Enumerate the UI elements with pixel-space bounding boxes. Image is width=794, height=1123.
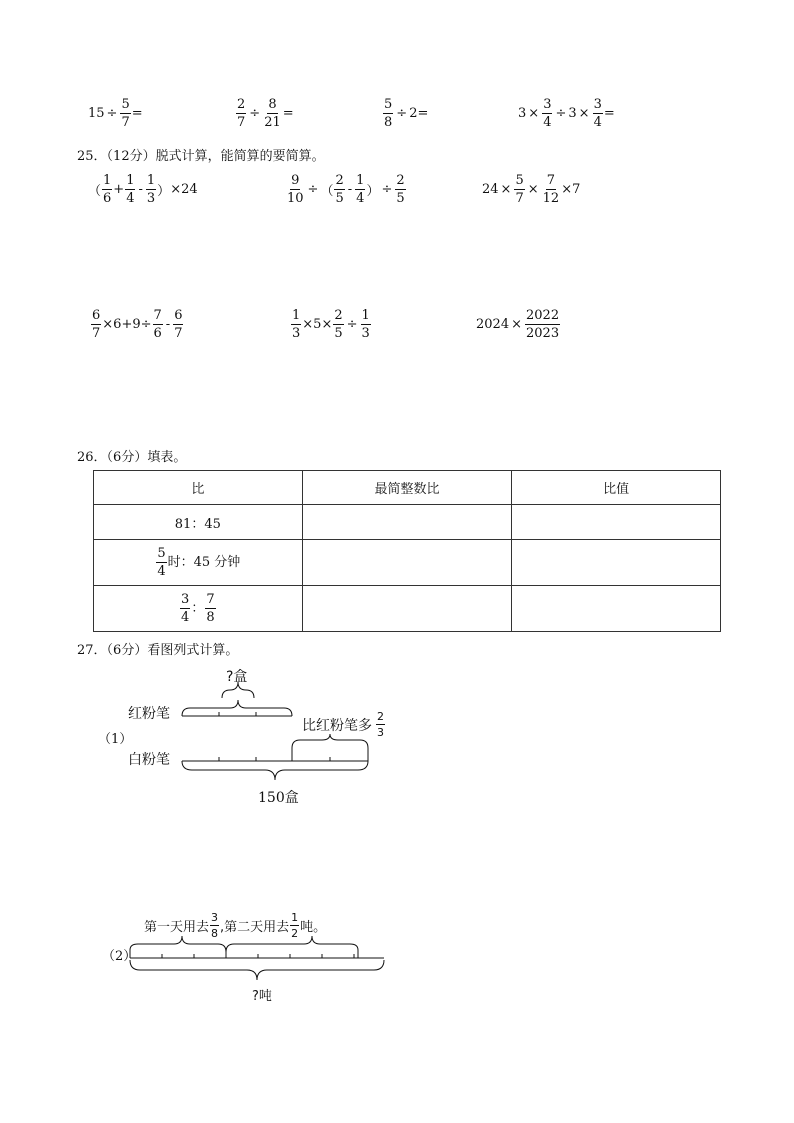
fraction: $\frac{2}{5}$ bbox=[396, 173, 405, 206]
fraction: $\frac{2}{3}$ bbox=[377, 710, 384, 739]
expr-25-1: （ $\frac{1}{6}$ + $\frac{1}{4}$ - $\frac{1}{3}$ ） ×24 bbox=[88, 173, 198, 206]
answer-cell[interactable] bbox=[512, 586, 721, 632]
fraction: $\frac{2}{5}$ bbox=[335, 173, 344, 206]
fraction: $\frac{1}{6}$ bbox=[103, 173, 112, 206]
answer-cell[interactable] bbox=[512, 505, 721, 540]
fraction: $\frac{1}{4}$ bbox=[126, 173, 135, 206]
fraction: $\frac{3}{4}$ bbox=[543, 97, 552, 130]
fraction: $\frac{8}{21}$ bbox=[264, 97, 281, 130]
fraction: $\frac{1}{3}$ bbox=[361, 308, 370, 341]
fraction: $\frac{5}{4}$ bbox=[157, 546, 166, 579]
answer-cell[interactable] bbox=[512, 540, 721, 586]
expr-2-7-div-8-21: $\frac{2}{7}$ ÷ $\frac{8}{21}$ = bbox=[237, 97, 294, 130]
expr-25-4: $\frac{6}{7}$ ×6+9÷ $\frac{7}{6}$ - $\frac{6}{7}$ bbox=[92, 308, 183, 341]
fraction: $\frac{2022}{2023}$ bbox=[526, 308, 560, 341]
ratio-cell: $\frac{3}{4}$ ： $\frac{7}{8}$ bbox=[94, 586, 303, 632]
total-brace bbox=[182, 761, 368, 780]
table-header-row bbox=[94, 471, 721, 505]
question-26-title: 26．（6分）填表。 bbox=[77, 450, 187, 465]
ratio-table bbox=[93, 470, 721, 632]
total-tons-label: ?吨 bbox=[252, 989, 272, 1004]
figure-2-caption: 第一天用去 $\frac{3}{8}$ ,第二天用去 $\frac{1}{2}$ 吨。 bbox=[144, 911, 327, 940]
fraction: $\frac{5}{8}$ bbox=[384, 97, 393, 130]
fraction: $\frac{1}{3}$ bbox=[146, 173, 156, 206]
ratio-cell: 81：45 bbox=[94, 505, 303, 540]
more-brace bbox=[292, 734, 368, 761]
total-label: 150盒 bbox=[258, 790, 299, 806]
fraction: $\frac{5}{7}$ bbox=[515, 173, 524, 206]
total-brace bbox=[130, 960, 384, 980]
question-27-title: 27．（6分）看图列式计算。 bbox=[77, 643, 239, 658]
table-row bbox=[94, 505, 721, 540]
header-ratio: 比 bbox=[94, 471, 303, 505]
fraction: $\frac{3}{4}$ bbox=[181, 592, 190, 625]
fraction: $\frac{2}{7}$ bbox=[237, 97, 246, 130]
fraction: $\frac{3}{4}$ bbox=[593, 97, 602, 130]
fraction: $\frac{1}{3}$ bbox=[292, 308, 301, 341]
answer-cell[interactable] bbox=[302, 586, 512, 632]
red-chalk-label: 红粉笔 bbox=[128, 706, 170, 722]
fraction: $\frac{5}{7}$ bbox=[121, 97, 130, 130]
question-25-title: 25．（12分）脱式计算，能简算的要简算。 bbox=[77, 149, 325, 164]
figure-2-label: （2） bbox=[102, 949, 137, 964]
ratio-cell: $\frac{5}{4}$ 时：45 分钟 bbox=[94, 540, 303, 586]
expr-25-5: $\frac{1}{3}$ ×5× $\frac{2}{5}$ ÷ $\frac{1}{3}$ bbox=[292, 308, 370, 341]
fraction: $\frac{9}{10}$ bbox=[287, 173, 304, 206]
fraction: $\frac{7}{6}$ bbox=[153, 308, 162, 341]
expr-25-6: 2024 × $\frac{2022}{2023}$ bbox=[476, 308, 560, 341]
fraction: $\frac{7}{12}$ bbox=[542, 173, 560, 206]
fraction: $\frac{1}{2}$ bbox=[291, 911, 299, 940]
figure-1-label: （1） bbox=[98, 732, 133, 747]
top-unknown-label: ?盒 bbox=[226, 669, 248, 685]
red-chalk-brace bbox=[182, 700, 292, 716]
fraction: $\frac{6}{7}$ bbox=[174, 308, 183, 341]
fraction: $\frac{7}{8}$ bbox=[206, 592, 215, 625]
fraction: $\frac{6}{7}$ bbox=[92, 308, 101, 341]
fraction: $\frac{3}{8}$ bbox=[211, 911, 219, 940]
header-ratio-value: 比值 bbox=[512, 471, 721, 505]
white-chalk-label: 白粉笔 bbox=[128, 752, 170, 768]
expr-5-8-div-2: $\frac{5}{8}$ ÷ 2 = bbox=[384, 97, 429, 130]
expr-25-3: 24 × $\frac{5}{7}$ × $\frac{7}{12}$ ×7 bbox=[482, 173, 581, 206]
second-day-brace bbox=[226, 936, 358, 958]
answer-cell[interactable] bbox=[302, 505, 512, 540]
expr-3-times-3-4: 3 × $\frac{3}{4}$ ÷ 3 × $\frac{3}{4}$ = bbox=[518, 97, 615, 130]
table-row bbox=[94, 540, 721, 586]
table-row bbox=[94, 586, 721, 632]
fraction: $\frac{2}{5}$ bbox=[334, 308, 343, 341]
answer-cell[interactable] bbox=[302, 540, 512, 586]
first-day-brace bbox=[130, 936, 226, 958]
figure-2-diagram bbox=[126, 930, 391, 990]
expr-15-div-5-7: 15 ÷ $\frac{5}{7}$ = bbox=[88, 97, 143, 130]
header-simplest-ratio: 最简整数比 bbox=[302, 471, 512, 505]
fraction: $\frac{1}{4}$ bbox=[356, 173, 365, 206]
more-than-red-label: 比红粉笔多 $\frac{2}{3}$ bbox=[302, 710, 384, 739]
expr-25-2: $\frac{9}{10}$ ÷ （ $\frac{2}{5}$ - $\frac{1}{4}$ ） ÷ $\frac{2}{5}$ bbox=[287, 173, 405, 206]
